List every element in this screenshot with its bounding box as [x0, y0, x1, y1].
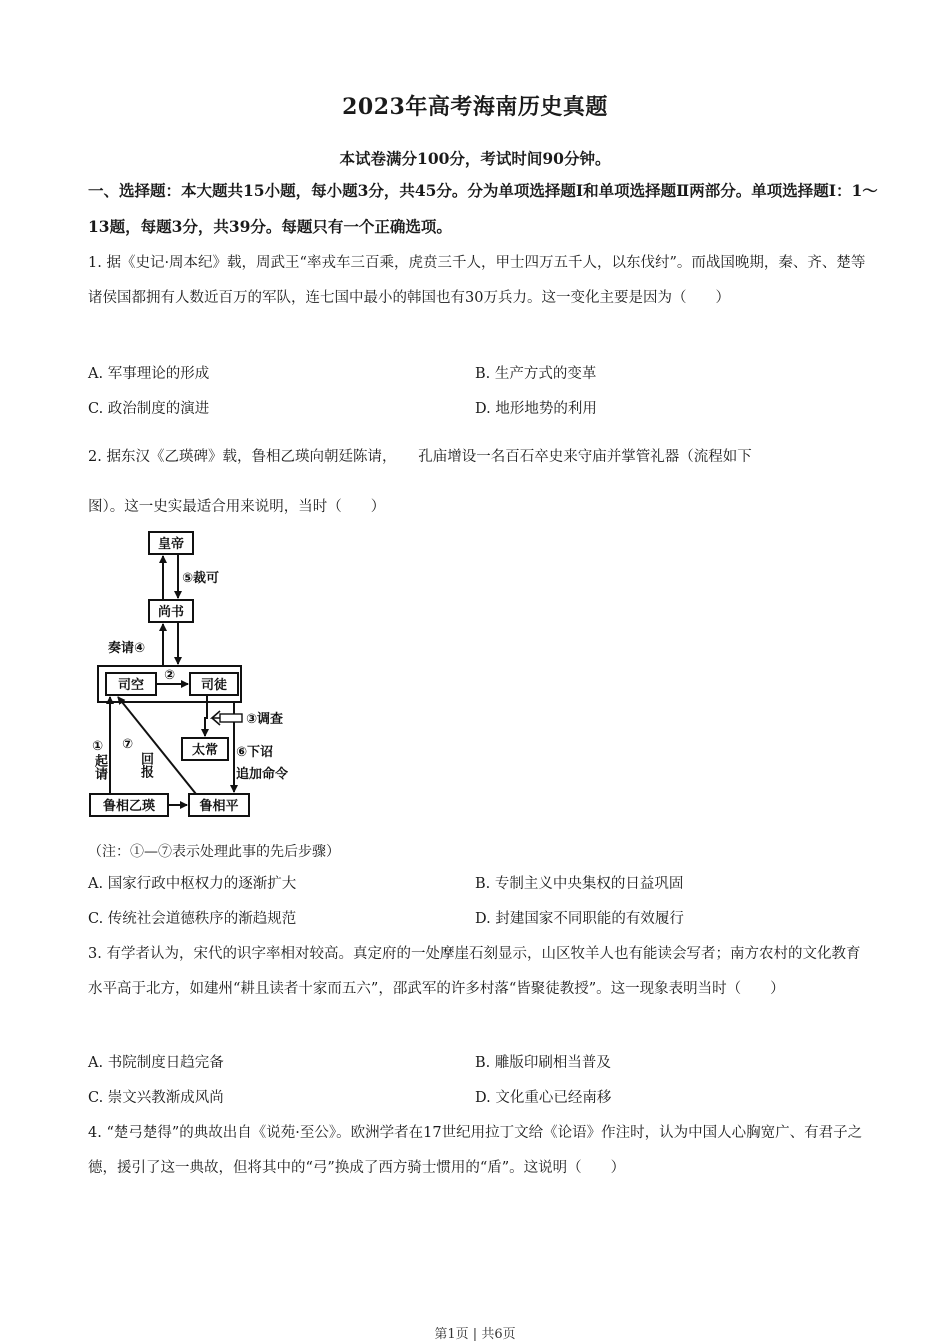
step6-text: 追加命令: [236, 767, 289, 782]
q1-option-c: C. 政治制度的演进: [88, 401, 210, 417]
node-shangshu: 尚书: [157, 605, 185, 620]
node-yiying: 鲁相乙瑛: [102, 799, 156, 814]
q2-option-a: A. 国家行政中枢权力的逐渐扩大: [88, 876, 297, 892]
step2-label: ②: [164, 668, 176, 683]
node-taichang: 太常: [191, 743, 219, 758]
q3-option-a: A. 书院制度日趋完备: [88, 1055, 224, 1071]
exam-info: 本试卷满分100分，考试时间90分钟。: [339, 149, 611, 168]
q2-option-c: C. 传统社会道德秩序的渐趋规范: [88, 911, 297, 927]
question-2-stem-line2: 图）。这一史实最适合用来说明，当时（ ）: [88, 499, 386, 515]
page-title: 2023年高考海南历史真题: [342, 94, 608, 120]
q1-option-b: B. 生产方式的变革: [475, 366, 597, 382]
section-heading: 一、选择题：本大题共15小题，每小题3分，共45分。分为单项选择题Ⅰ和单项选择题Ⅱ两部分。单项选择题Ⅰ：1～13题，每题3分，共39分。每题只有一个正确选项。: [88, 181, 878, 236]
node-emperor: 皇帝: [157, 537, 185, 552]
step4-label: 奏请④: [108, 641, 146, 656]
question-4-stem: 4. “楚弓楚得”的典故出自《说苑·至公》。欧洲学者在17世纪用拉丁文给《论语》作注时，认为中国人心胸宽广、有君子之德，援引了这一典故，但将其中的“弓”换成了西方骑士惯用的“盾”。这说明（ ）: [88, 1125, 863, 1176]
q3-option-b: B. 雕版印刷相当普及: [475, 1055, 611, 1071]
question-1-stem: 1. 据《史记·周本纪》载，周武王“率戎车三百乘，虎贲三千人，甲士四万五千人，以东伐纣”。而战国晚期，秦、齐、楚等诸侯国都拥有人数近百万的军队，连七国中最小的韩国也有30万兵力。这一变化主要是因为（ ）: [88, 255, 866, 306]
node-luping: 鲁相平: [199, 799, 239, 814]
q2-option-b: B. 专制主义中央集权的日益巩固: [475, 876, 684, 892]
page-footer: 第1页 | 共6页: [434, 1327, 516, 1342]
process-flow-diagram: [86, 528, 326, 824]
q3-option-c: C. 崇文兴教渐成风尚: [88, 1090, 224, 1106]
step3-label: ③调查: [246, 712, 284, 727]
q2-option-d: D. 封建国家不同职能的有效履行: [475, 911, 684, 927]
step1-label: ①: [92, 739, 104, 754]
node-sikong: 司空: [117, 678, 145, 693]
q3-option-d: D. 文化重心已经南移: [475, 1090, 612, 1106]
step1-text: 起请: [92, 754, 107, 780]
step7-label: ⑦: [122, 737, 134, 752]
q1-option-a: A. 军事理论的形成: [88, 366, 210, 382]
step6-label: ⑥下诏: [236, 745, 274, 760]
question-2-stem-line1: 2. 据东汉《乙瑛碑》载，鲁相乙瑛向朝廷陈请， 孔庙增设一名百石卒史来守庙并掌管礼器（流程如下: [88, 449, 752, 465]
step7-text: 回报: [138, 752, 153, 778]
question-3-stem: 3. 有学者认为，宋代的识字率相对较高。真定府的一处摩崖石刻显示，山区牧羊人也有能读会写者；南方农村的文化教育水平高于北方，如建州“耕且读者十家而五六”，邵武军的许多村落“皆聚徒教授”。这一现象表明当时（ ）: [88, 946, 861, 997]
node-situ: 司徒: [200, 678, 228, 693]
step5-label: ⑤裁可: [182, 571, 220, 586]
diagram-note: （注：①—⑦表示处理此事的先后步骤）: [88, 844, 340, 860]
q1-option-d: D. 地形地势的利用: [475, 401, 597, 417]
